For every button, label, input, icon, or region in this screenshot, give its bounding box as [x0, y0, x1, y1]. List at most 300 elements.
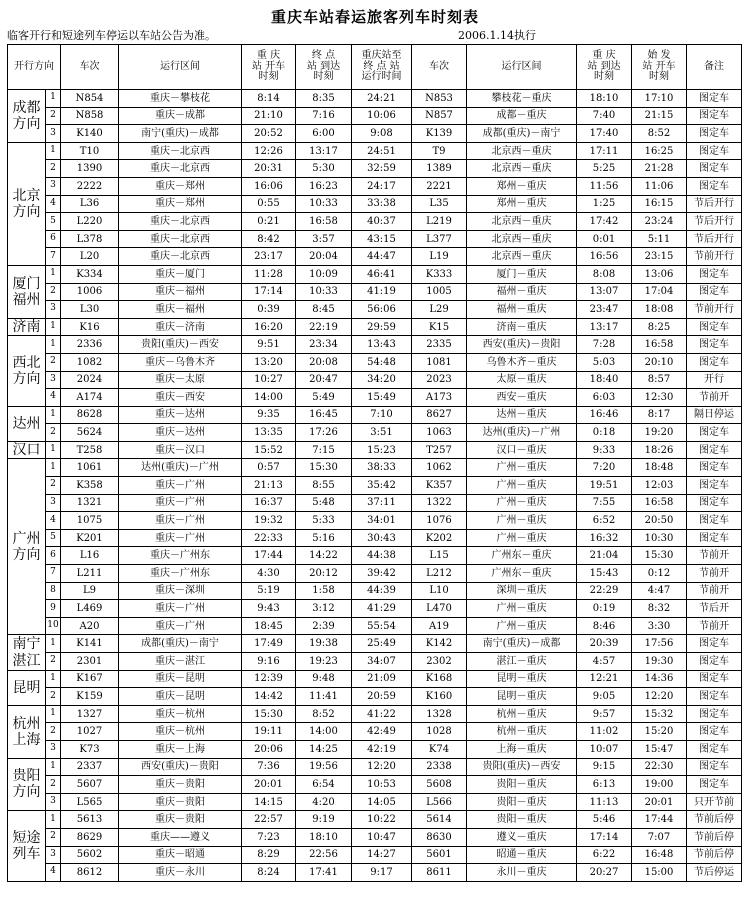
- arr-chongqing-cell: 15:43: [577, 565, 632, 583]
- table-row: [8, 776, 742, 794]
- table-row: [8, 441, 742, 459]
- dep-origin-cell: 19:20: [632, 424, 687, 442]
- table-row: [8, 230, 742, 248]
- direction-label: 广州: [12, 530, 41, 547]
- remark-cell: 节前开: [687, 547, 742, 565]
- return-route-cell: 郑州－重庆: [467, 177, 577, 195]
- dep-origin-cell: 8:57: [632, 371, 687, 389]
- table-row: [8, 213, 742, 231]
- dep-chongqing-cell: 17:49: [242, 635, 296, 653]
- train-number-cell: A20: [61, 617, 119, 635]
- dep-origin-cell: 5:11: [632, 230, 687, 248]
- arr-chongqing-cell: 0:19: [577, 600, 632, 618]
- route-cell: 重庆－北京西: [119, 142, 242, 160]
- dep-chongqing-cell: 9:43: [242, 600, 296, 618]
- remark-cell: 图定车: [687, 477, 742, 495]
- arr-chongqing-cell: 7:55: [577, 494, 632, 512]
- arr-chongqing-cell: 6:03: [577, 389, 632, 407]
- return-route-cell: 杭州－重庆: [467, 723, 577, 741]
- train-number-cell: L36: [61, 195, 119, 213]
- dep-origin-cell: 21:28: [632, 160, 687, 178]
- arr-chongqing-cell: 20:39: [577, 635, 632, 653]
- route-cell: 重庆－上海: [119, 740, 242, 758]
- route-cell: 重庆－广州东: [119, 547, 242, 565]
- direction-cell: [8, 90, 46, 143]
- run-time-cell: 9:08: [352, 125, 412, 143]
- run-time-cell: 30:43: [352, 529, 412, 547]
- row-number-cell: 7: [46, 565, 61, 583]
- run-time-cell: 14:27: [352, 846, 412, 864]
- row-number-cell: 1: [46, 758, 61, 776]
- route-cell: 重庆－北京西: [119, 230, 242, 248]
- header-dep-chongqing: 重 庆 站 开车 时刻: [242, 45, 296, 90]
- dep-origin-cell: 15:47: [632, 740, 687, 758]
- remark-cell: 图定车: [687, 336, 742, 354]
- return-train-number-cell: K160: [412, 688, 467, 706]
- train-number-cell: L378: [61, 230, 119, 248]
- arr-chongqing-cell: 7:40: [577, 107, 632, 125]
- dep-origin-cell: 8:25: [632, 318, 687, 336]
- row-number-cell: 2: [46, 723, 61, 741]
- route-cell: 重庆－汉口: [119, 441, 242, 459]
- dep-chongqing-cell: 8:29: [242, 846, 296, 864]
- direction-cell: [8, 336, 46, 406]
- run-time-cell: 56:06: [352, 301, 412, 319]
- train-number-cell: 2337: [61, 758, 119, 776]
- table-row: [8, 565, 742, 583]
- train-number-cell: K140: [61, 125, 119, 143]
- remark-cell: 图定车: [687, 776, 742, 794]
- train-number-cell: L9: [61, 582, 119, 600]
- route-cell: 重庆－深圳: [119, 582, 242, 600]
- dep-chongqing-cell: 20:52: [242, 125, 296, 143]
- table-row: [8, 688, 742, 706]
- return-route-cell: 广州－重庆: [467, 617, 577, 635]
- train-number-cell: 1390: [61, 160, 119, 178]
- dep-chongqing-cell: 19:11: [242, 723, 296, 741]
- table-row: [8, 670, 742, 688]
- return-route-cell: 湛江－重庆: [467, 653, 577, 671]
- run-time-cell: 41:22: [352, 705, 412, 723]
- arr-terminal-cell: 20:08: [296, 353, 352, 371]
- row-number-cell: 1: [46, 265, 61, 283]
- arr-chongqing-cell: 16:46: [577, 406, 632, 424]
- dep-chongqing-cell: 0:39: [242, 301, 296, 319]
- remark-cell: 图定车: [687, 688, 742, 706]
- table-row: [8, 653, 742, 671]
- return-route-cell: 遵义－重庆: [467, 828, 577, 846]
- table-row: [8, 846, 742, 864]
- row-number-cell: 1: [46, 336, 61, 354]
- dep-chongqing-cell: 14:15: [242, 793, 296, 811]
- row-number-cell: 2: [46, 477, 61, 495]
- arr-chongqing-cell: 18:10: [577, 90, 632, 108]
- direction-label: 昆明: [12, 679, 41, 696]
- train-number-cell: L211: [61, 565, 119, 583]
- direction-label: 北京: [12, 187, 41, 204]
- run-time-cell: 10:22: [352, 811, 412, 829]
- dep-chongqing-cell: 10:27: [242, 371, 296, 389]
- remark-cell: 图定车: [687, 318, 742, 336]
- return-route-cell: 广州东－重庆: [467, 547, 577, 565]
- row-number-cell: 3: [46, 740, 61, 758]
- return-route-cell: 太原－重庆: [467, 371, 577, 389]
- dep-origin-cell: 12:03: [632, 477, 687, 495]
- route-cell: 重庆－郑州: [119, 177, 242, 195]
- return-train-number-cell: 1389: [412, 160, 467, 178]
- run-time-cell: 33:38: [352, 195, 412, 213]
- table-row: [8, 529, 742, 547]
- route-cell: 重庆－济南: [119, 318, 242, 336]
- table-row: [8, 600, 742, 618]
- train-number-cell: K167: [61, 670, 119, 688]
- table-row: [8, 547, 742, 565]
- train-number-cell: L220: [61, 213, 119, 231]
- return-train-number-cell: 2023: [412, 371, 467, 389]
- header-arr-terminal: 终 点 站 到达 时刻: [296, 45, 352, 90]
- direction-cell: [8, 142, 46, 265]
- arr-chongqing-cell: 0:01: [577, 230, 632, 248]
- dep-origin-cell: 15:32: [632, 705, 687, 723]
- row-number-cell: 4: [46, 195, 61, 213]
- return-route-cell: 北京西－重庆: [467, 142, 577, 160]
- dep-origin-cell: 3:30: [632, 617, 687, 635]
- page-title: 重庆车站春运旅客列车时刻表: [270, 8, 479, 26]
- return-route-cell: 济南－重庆: [467, 318, 577, 336]
- remark-cell: 图定车: [687, 125, 742, 143]
- row-number-cell: 2: [46, 424, 61, 442]
- direction-cell: [8, 635, 46, 670]
- arr-terminal-cell: 17:41: [296, 864, 352, 882]
- arr-terminal-cell: 13:17: [296, 142, 352, 160]
- route-cell: 重庆－杭州: [119, 705, 242, 723]
- route-cell: 重庆－湛江: [119, 653, 242, 671]
- table-row: [8, 160, 742, 178]
- row-number-cell: 2: [46, 160, 61, 178]
- train-number-cell: K334: [61, 265, 119, 283]
- run-time-cell: 39:42: [352, 565, 412, 583]
- arr-terminal-cell: 5:49: [296, 389, 352, 407]
- table-row: [8, 248, 742, 266]
- arr-chongqing-cell: 5:46: [577, 811, 632, 829]
- run-time-cell: 24:21: [352, 90, 412, 108]
- arr-chongqing-cell: 19:51: [577, 477, 632, 495]
- direction-label: 厦门: [12, 275, 41, 292]
- arr-terminal-cell: 14:00: [296, 723, 352, 741]
- direction-cell: [8, 705, 46, 758]
- remark-cell: 图定车: [687, 160, 742, 178]
- dep-chongqing-cell: 16:37: [242, 494, 296, 512]
- arr-chongqing-cell: 1:25: [577, 195, 632, 213]
- dep-origin-cell: 17:10: [632, 90, 687, 108]
- arr-chongqing-cell: 9:57: [577, 705, 632, 723]
- dep-chongqing-cell: 22:33: [242, 529, 296, 547]
- return-train-number-cell: 1063: [412, 424, 467, 442]
- arr-chongqing-cell: 9:15: [577, 758, 632, 776]
- dep-origin-cell: 14:36: [632, 670, 687, 688]
- dep-chongqing-cell: 8:14: [242, 90, 296, 108]
- table-row: [8, 828, 742, 846]
- remark-cell: 图定车: [687, 441, 742, 459]
- dep-origin-cell: 11:06: [632, 177, 687, 195]
- return-route-cell: 昆明－重庆: [467, 670, 577, 688]
- route-cell: 重庆－乌鲁木齐: [119, 353, 242, 371]
- return-route-cell: 北京西－重庆: [467, 160, 577, 178]
- return-route-cell: 昆明－重庆: [467, 688, 577, 706]
- table-row: [8, 336, 742, 354]
- dep-origin-cell: 16:25: [632, 142, 687, 160]
- arr-chongqing-cell: 18:40: [577, 371, 632, 389]
- remark-cell: 节前后停: [687, 811, 742, 829]
- route-cell: 重庆－广州: [119, 512, 242, 530]
- dep-origin-cell: 18:08: [632, 301, 687, 319]
- dep-chongqing-cell: 19:32: [242, 512, 296, 530]
- route-cell: 重庆－福州: [119, 301, 242, 319]
- arr-terminal-cell: 5:16: [296, 529, 352, 547]
- row-number-cell: 6: [46, 230, 61, 248]
- remark-cell: 图定车: [687, 512, 742, 530]
- return-train-number-cell: A173: [412, 389, 467, 407]
- arr-terminal-cell: 20:12: [296, 565, 352, 583]
- arr-chongqing-cell: 13:07: [577, 283, 632, 301]
- train-number-cell: K201: [61, 529, 119, 547]
- run-time-cell: 42:19: [352, 740, 412, 758]
- return-route-cell: 昭通－重庆: [467, 846, 577, 864]
- direction-label: 方向: [12, 203, 41, 220]
- return-route-cell: 广州－重庆: [467, 477, 577, 495]
- return-train-number-cell: K168: [412, 670, 467, 688]
- dep-origin-cell: 15:00: [632, 864, 687, 882]
- direction-label: 成都: [12, 99, 41, 116]
- arr-chongqing-cell: 7:20: [577, 459, 632, 477]
- run-time-cell: 10:06: [352, 107, 412, 125]
- table-row: [8, 195, 742, 213]
- return-train-number-cell: 5614: [412, 811, 467, 829]
- arr-terminal-cell: 10:33: [296, 195, 352, 213]
- arr-terminal-cell: 6:00: [296, 125, 352, 143]
- return-train-number-cell: K202: [412, 529, 467, 547]
- arr-terminal-cell: 23:34: [296, 336, 352, 354]
- arr-terminal-cell: 15:30: [296, 459, 352, 477]
- remark-cell: 图定车: [687, 740, 742, 758]
- table-row: [8, 723, 742, 741]
- route-cell: 重庆－广州: [119, 600, 242, 618]
- dep-origin-cell: 22:30: [632, 758, 687, 776]
- row-number-cell: 6: [46, 547, 61, 565]
- run-time-cell: 9:17: [352, 864, 412, 882]
- return-train-number-cell: 5608: [412, 776, 467, 794]
- run-time-cell: 44:38: [352, 547, 412, 565]
- table-row: [8, 459, 742, 477]
- table-row: [8, 142, 742, 160]
- return-route-cell: 成都(重庆)－南宁: [467, 125, 577, 143]
- train-number-cell: K16: [61, 318, 119, 336]
- arr-terminal-cell: 16:58: [296, 213, 352, 231]
- arr-terminal-cell: 3:12: [296, 600, 352, 618]
- train-number-cell: L16: [61, 547, 119, 565]
- row-number-cell: 2: [46, 688, 61, 706]
- table-row: [8, 582, 742, 600]
- row-number-cell: 3: [46, 301, 61, 319]
- direction-cell: [8, 265, 46, 318]
- dep-origin-cell: 20:01: [632, 793, 687, 811]
- arr-chongqing-cell: 5:03: [577, 353, 632, 371]
- run-time-cell: 37:11: [352, 494, 412, 512]
- direction-cell: [8, 758, 46, 811]
- return-train-number-cell: 1005: [412, 283, 467, 301]
- return-route-cell: 贵阳－重庆: [467, 793, 577, 811]
- train-number-cell: 1075: [61, 512, 119, 530]
- dep-origin-cell: 10:30: [632, 529, 687, 547]
- train-number-cell: L565: [61, 793, 119, 811]
- arr-chongqing-cell: 11:13: [577, 793, 632, 811]
- remark-cell: 节前后停: [687, 846, 742, 864]
- return-train-number-cell: K74: [412, 740, 467, 758]
- remark-cell: 隔日停运: [687, 406, 742, 424]
- return-route-cell: 攀枝花－重庆: [467, 90, 577, 108]
- route-cell: 重庆－北京西: [119, 248, 242, 266]
- dep-origin-cell: 7:07: [632, 828, 687, 846]
- row-number-cell: 1: [46, 142, 61, 160]
- header-row: [8, 45, 742, 90]
- arr-terminal-cell: 7:15: [296, 441, 352, 459]
- remark-cell: 节前开行: [687, 248, 742, 266]
- direction-label: 方向: [12, 115, 41, 132]
- run-time-cell: 21:09: [352, 670, 412, 688]
- arr-chongqing-cell: 17:11: [577, 142, 632, 160]
- run-time-cell: 24:17: [352, 177, 412, 195]
- return-train-number-cell: K15: [412, 318, 467, 336]
- route-cell: 重庆－昭通: [119, 846, 242, 864]
- dep-chongqing-cell: 9:16: [242, 653, 296, 671]
- dep-chongqing-cell: 15:52: [242, 441, 296, 459]
- route-cell: 重庆－贵阳: [119, 811, 242, 829]
- direction-label: 达州: [12, 415, 41, 432]
- return-train-number-cell: 2221: [412, 177, 467, 195]
- run-time-cell: 25:49: [352, 635, 412, 653]
- train-number-cell: 5624: [61, 424, 119, 442]
- route-cell: 重庆－贵阳: [119, 776, 242, 794]
- route-cell: 重庆－昆明: [119, 670, 242, 688]
- dep-origin-cell: 16:15: [632, 195, 687, 213]
- return-train-number-cell: K142: [412, 635, 467, 653]
- run-time-cell: 10:47: [352, 828, 412, 846]
- run-time-cell: 34:01: [352, 512, 412, 530]
- remark-cell: 节前开: [687, 389, 742, 407]
- row-number-cell: 4: [46, 512, 61, 530]
- dep-origin-cell: 8:17: [632, 406, 687, 424]
- dep-chongqing-cell: 16:20: [242, 318, 296, 336]
- return-route-cell: 福州－重庆: [467, 301, 577, 319]
- route-cell: 西安(重庆)－贵阳: [119, 758, 242, 776]
- dep-chongqing-cell: 12:26: [242, 142, 296, 160]
- arr-terminal-cell: 5:33: [296, 512, 352, 530]
- dep-chongqing-cell: 20:06: [242, 740, 296, 758]
- row-number-cell: 1: [46, 635, 61, 653]
- dep-origin-cell: 16:58: [632, 494, 687, 512]
- run-time-cell: 44:39: [352, 582, 412, 600]
- arr-terminal-cell: 20:47: [296, 371, 352, 389]
- row-number-cell: 1: [46, 90, 61, 108]
- dep-chongqing-cell: 14:00: [242, 389, 296, 407]
- remark-cell: 图定车: [687, 283, 742, 301]
- train-number-cell: L469: [61, 600, 119, 618]
- arr-chongqing-cell: 12:21: [577, 670, 632, 688]
- table-row: [8, 265, 742, 283]
- arr-terminal-cell: 6:54: [296, 776, 352, 794]
- remark-cell: 节前后停: [687, 828, 742, 846]
- train-number-cell: 1327: [61, 705, 119, 723]
- return-train-number-cell: K357: [412, 477, 467, 495]
- return-train-number-cell: 2335: [412, 336, 467, 354]
- train-number-cell: 1082: [61, 353, 119, 371]
- arr-terminal-cell: 22:56: [296, 846, 352, 864]
- train-number-cell: A174: [61, 389, 119, 407]
- dep-chongqing-cell: 9:51: [242, 336, 296, 354]
- table-row: [8, 301, 742, 319]
- arr-terminal-cell: 10:09: [296, 265, 352, 283]
- dep-chongqing-cell: 11:28: [242, 265, 296, 283]
- direction-cell: [8, 670, 46, 705]
- arr-chongqing-cell: 7:28: [577, 336, 632, 354]
- return-train-number-cell: 1081: [412, 353, 467, 371]
- dep-chongqing-cell: 17:14: [242, 283, 296, 301]
- return-route-cell: 上海－重庆: [467, 740, 577, 758]
- route-cell: 重庆－昆明: [119, 688, 242, 706]
- train-number-cell: 1027: [61, 723, 119, 741]
- table-row: [8, 283, 742, 301]
- return-route-cell: 北京西－重庆: [467, 213, 577, 231]
- remark-cell: 节前开: [687, 617, 742, 635]
- dep-origin-cell: 12:20: [632, 688, 687, 706]
- direction-label: 短途: [12, 829, 41, 846]
- return-route-cell: 厦门－重庆: [467, 265, 577, 283]
- arr-terminal-cell: 20:04: [296, 248, 352, 266]
- dep-origin-cell: 20:10: [632, 353, 687, 371]
- arr-chongqing-cell: 9:33: [577, 441, 632, 459]
- row-number-cell: 3: [46, 125, 61, 143]
- remark-cell: 图定车: [687, 494, 742, 512]
- route-cell: 重庆－郑州: [119, 195, 242, 213]
- dep-origin-cell: 18:26: [632, 441, 687, 459]
- run-time-cell: 43:15: [352, 230, 412, 248]
- return-route-cell: 西安(重庆)－贵阳: [467, 336, 577, 354]
- return-train-number-cell: 8611: [412, 864, 467, 882]
- run-time-cell: 38:33: [352, 459, 412, 477]
- train-number-cell: 8629: [61, 828, 119, 846]
- direction-label: 济南: [12, 318, 41, 335]
- table-row: [8, 424, 742, 442]
- direction-label: 方向: [12, 546, 41, 563]
- return-train-number-cell: L470: [412, 600, 467, 618]
- return-train-number-cell: 1028: [412, 723, 467, 741]
- header-train: 车次: [61, 45, 119, 90]
- remark-cell: 图定车: [687, 459, 742, 477]
- table-row: [8, 793, 742, 811]
- arr-terminal-cell: 19:38: [296, 635, 352, 653]
- return-train-number-cell: T9: [412, 142, 467, 160]
- row-number-cell: 2: [46, 353, 61, 371]
- arr-terminal-cell: 8:52: [296, 705, 352, 723]
- arr-terminal-cell: 1:58: [296, 582, 352, 600]
- route-cell: 贵阳(重庆)－西安: [119, 336, 242, 354]
- return-train-number-cell: L35: [412, 195, 467, 213]
- timetable: [7, 44, 742, 882]
- remark-cell: 图定车: [687, 635, 742, 653]
- return-train-number-cell: L15: [412, 547, 467, 565]
- route-cell: 南宁(重庆)－成都: [119, 125, 242, 143]
- return-train-number-cell: K333: [412, 265, 467, 283]
